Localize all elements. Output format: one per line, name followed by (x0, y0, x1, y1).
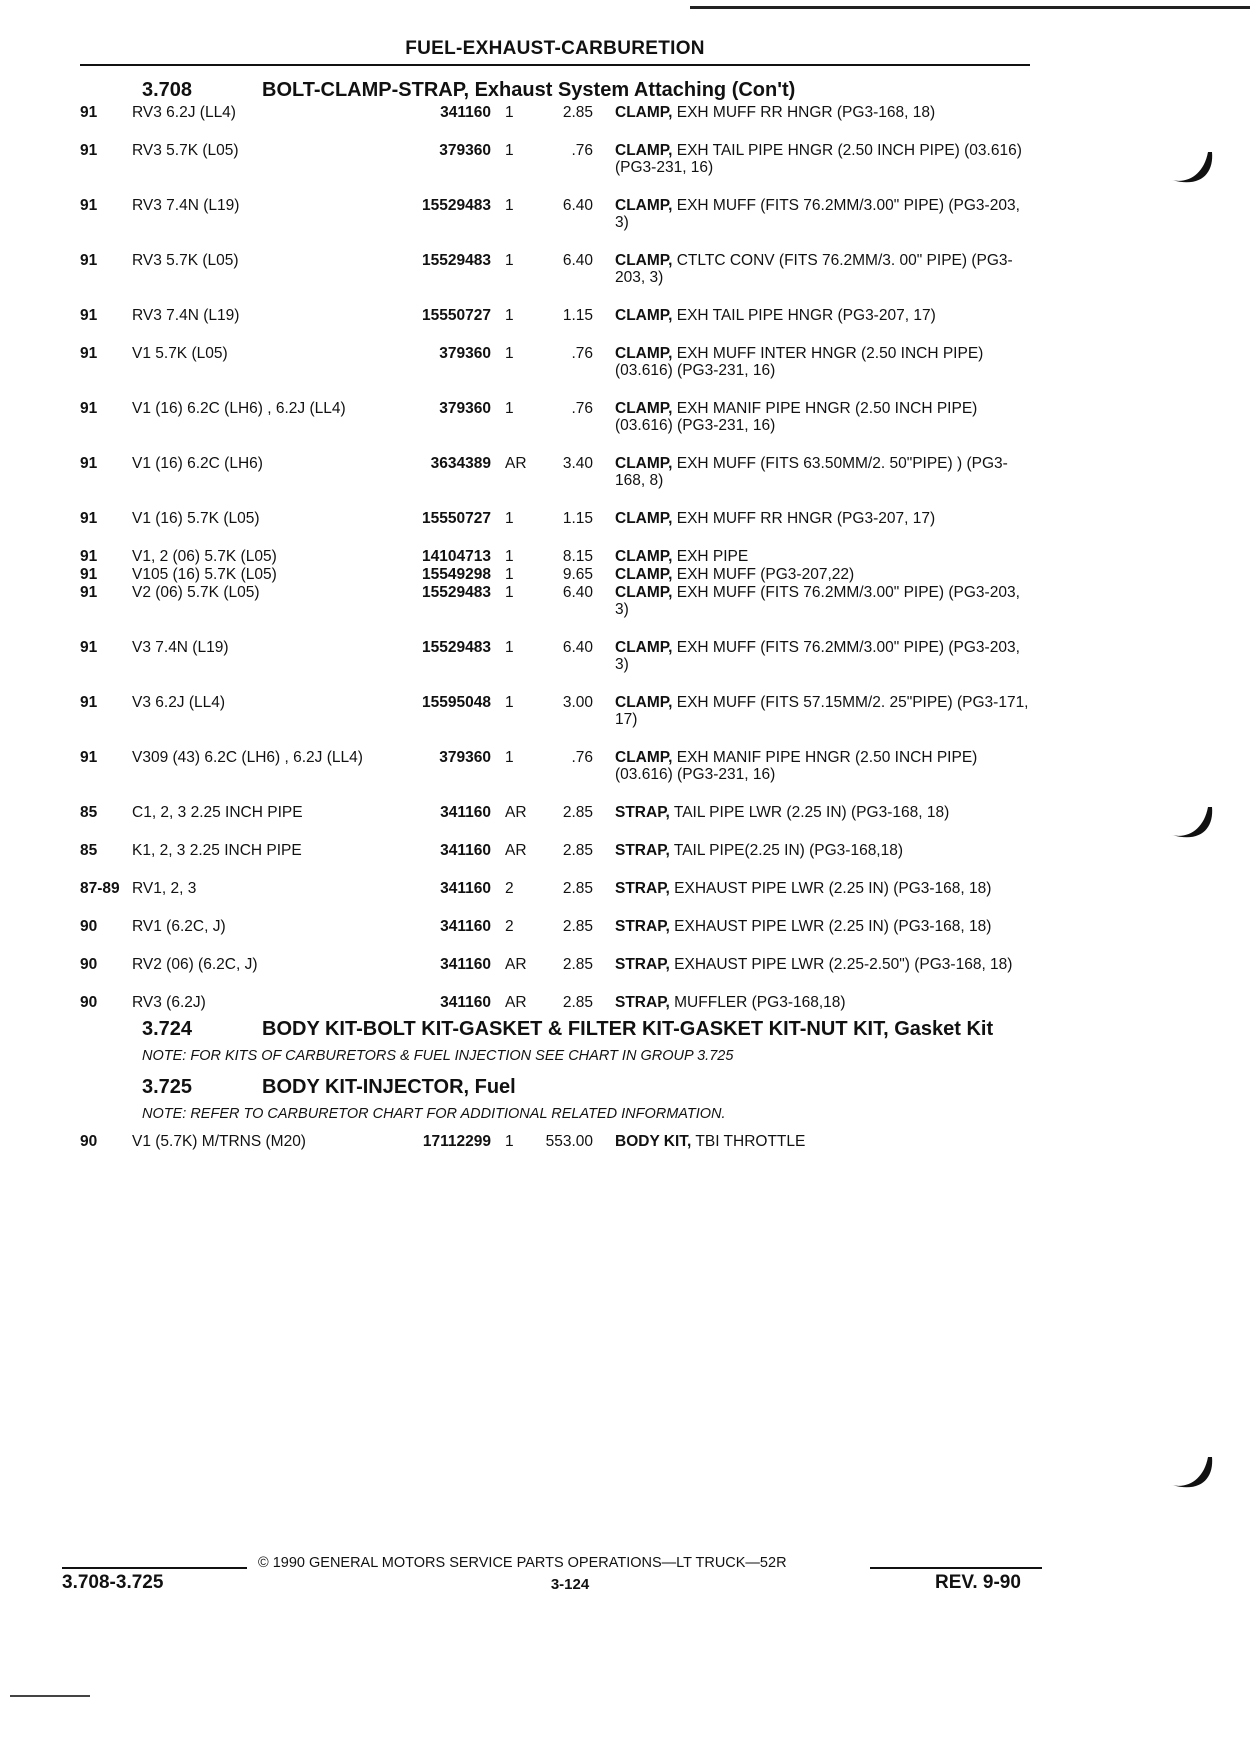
footer-revision: REV. 9-90 (935, 1572, 1021, 1593)
spacer (593, 956, 615, 973)
model-cell: V1 (16) 5.7K (L05) (132, 510, 260, 527)
price-cell: 2.85 (562, 880, 593, 897)
description-cell (615, 252, 1030, 286)
part-number-cell: 15595048 (422, 694, 491, 711)
item-description: EXH MANIF PIPE HNGR (2.50 INCH PIPE) (03.616) (PG3-231, 16) (615, 749, 978, 783)
table-row (80, 880, 1030, 897)
section-title: BOLT-CLAMP-STRAP, Exhaust System Attaching (Con't) (262, 79, 796, 101)
price-cell: 6.40 (562, 252, 593, 269)
model-cell: V105 (16) 5.7K (L05) (132, 566, 277, 583)
item-name: CLAMP, (615, 197, 673, 214)
footer-rule-left (62, 1567, 247, 1569)
item-description: TAIL PIPE(2.25 IN) (PG3-168,18) (669, 842, 904, 859)
year-cell: 91 (80, 400, 98, 417)
year-cell: 91 (80, 584, 98, 601)
description-cell (615, 994, 1030, 1011)
section-note: NOTE: FOR KITS OF CARBURETORS & FUEL INJECTION SEE CHART IN GROUP 3.725 (142, 1048, 734, 1064)
year-cell: 87-89 (80, 880, 120, 897)
quantity-cell: 1 (505, 345, 514, 362)
item-description: EXH MUFF (FITS 76.2MM/3.00" PIPE) (PG3-203, 3) (615, 639, 1020, 673)
item-name: CLAMP, (615, 639, 673, 656)
model-cell: RV3 (6.2J) (132, 994, 206, 1011)
item-name: CLAMP, (615, 566, 673, 583)
section-note: NOTE: REFER TO CARBURETOR CHART FOR ADDITIONAL RELATED INFORMATION. (142, 1106, 726, 1122)
table-row (80, 804, 1030, 821)
item-name: STRAP, (615, 880, 670, 897)
spacer (593, 749, 615, 783)
item-description: EXH MUFF (FITS 63.50MM/2. 50"PIPE) ) (PG3-168, 8) (615, 455, 1008, 489)
section-title: BODY KIT-INJECTOR, Fuel (262, 1076, 516, 1098)
item-name: CLAMP, (615, 694, 673, 711)
description-cell (615, 345, 1030, 379)
part-number-cell: 14104713 (422, 548, 491, 565)
quantity-cell: 1 (505, 252, 514, 269)
parts-catalog-body (80, 78, 1030, 1151)
price-cell: 3.40 (562, 455, 593, 472)
table-row (80, 694, 1030, 728)
model-cell: V1, 2 (06) 5.7K (L05) (132, 548, 277, 565)
section-number: 3.708 (142, 79, 193, 101)
quantity-cell: 1 (505, 1133, 514, 1150)
item-name: CLAMP, (615, 307, 673, 324)
spacer (593, 142, 615, 176)
description-cell (615, 842, 1030, 859)
part-number-cell: 15529483 (422, 584, 491, 601)
section-heading (142, 1075, 1030, 1099)
price-cell: 1.15 (562, 510, 593, 527)
part-number-cell: 341160 (440, 918, 491, 935)
price-cell: 2.85 (562, 104, 593, 121)
spacer (593, 197, 615, 231)
table-row (80, 307, 1030, 324)
quantity-cell: 1 (505, 749, 514, 766)
model-cell: RV3 5.7K (L05) (132, 142, 239, 159)
item-name: CLAMP, (615, 455, 673, 472)
spacer (593, 510, 615, 527)
spacer (593, 252, 615, 286)
spacer (593, 548, 615, 565)
year-cell: 91 (80, 749, 98, 766)
item-description: EXH MUFF (FITS 76.2MM/3.00" PIPE) (PG3-203, 3) (615, 197, 1020, 231)
model-cell: RV1 (6.2C, J) (132, 918, 226, 935)
spacer (593, 455, 615, 489)
price-cell: 6.40 (562, 584, 593, 601)
table-row (80, 142, 1030, 176)
part-number-cell: 17112299 (422, 1133, 491, 1150)
item-name: STRAP, (615, 994, 670, 1011)
item-description: EXH MUFF INTER HNGR (2.50 INCH PIPE) (03.616) (PG3-231, 16) (615, 345, 984, 379)
part-number-cell: 15549298 (422, 566, 491, 583)
model-cell: V3 7.4N (L19) (132, 639, 229, 656)
item-description: EXH MUFF (FITS 76.2MM/3.00" PIPE) (PG3-203, 3) (615, 584, 1020, 618)
spacer (593, 1133, 615, 1150)
model-cell: RV1, 2, 3 (132, 880, 197, 897)
spacer (593, 880, 615, 897)
item-description: EXH PIPE (672, 548, 749, 565)
year-cell: 91 (80, 548, 98, 565)
footer-rule-right (870, 1567, 1042, 1569)
section-title: BODY KIT-BOLT KIT-GASKET & FILTER KIT-GASKET KIT-NUT KIT, Gasket Kit (262, 1018, 994, 1040)
year-cell: 91 (80, 307, 98, 324)
model-cell: RV3 7.4N (L19) (132, 197, 240, 214)
description-cell (615, 307, 1030, 324)
price-cell: 9.65 (562, 566, 593, 583)
year-cell: 91 (80, 142, 98, 159)
spacer (593, 307, 615, 324)
price-cell: .76 (571, 142, 593, 159)
footer-page-number: 3-124 (550, 1576, 590, 1593)
table-row (80, 842, 1030, 859)
year-cell: 90 (80, 994, 98, 1011)
part-number-cell: 341160 (440, 104, 491, 121)
model-cell: RV2 (06) (6.2C, J) (132, 956, 258, 973)
item-name: CLAMP, (615, 510, 673, 527)
quantity-cell: 1 (505, 307, 514, 324)
quantity-cell: 1 (505, 400, 514, 417)
part-number-cell: 379360 (439, 345, 491, 362)
year-cell: 90 (80, 956, 98, 973)
item-name: STRAP, (615, 842, 670, 859)
quantity-cell: AR (505, 842, 527, 859)
spacer (593, 566, 615, 583)
table-row (80, 455, 1030, 489)
part-number-cell: 15529483 (422, 197, 491, 214)
quantity-cell: 1 (505, 639, 514, 656)
item-description: MUFFLER (PG3-168,18) (669, 994, 846, 1011)
price-cell: 3.00 (562, 694, 593, 711)
item-name: CLAMP, (615, 548, 673, 565)
quantity-cell: 1 (505, 694, 514, 711)
quantity-cell: AR (505, 994, 527, 1011)
section-heading (142, 78, 1030, 102)
description-cell (615, 548, 1030, 565)
part-number-cell: 15529483 (422, 252, 491, 269)
item-name: CLAMP, (615, 584, 673, 601)
item-name: STRAP, (615, 918, 670, 935)
spacer (593, 694, 615, 728)
model-cell: V1 (16) 6.2C (LH6) , 6.2J (LL4) (132, 400, 346, 417)
item-description: EXH MANIF PIPE HNGR (2.50 INCH PIPE) (03.616) (PG3-231, 16) (615, 400, 978, 434)
table-row (80, 566, 1030, 583)
scan-artifact (10, 1695, 90, 1697)
model-cell: RV3 7.4N (L19) (132, 307, 240, 324)
spacer (593, 584, 615, 618)
description-cell (615, 880, 1030, 897)
price-cell: 2.85 (562, 956, 593, 973)
spacer (593, 400, 615, 434)
item-name: BODY KIT, (615, 1133, 692, 1150)
price-cell: 2.85 (562, 918, 593, 935)
table-row (80, 197, 1030, 231)
price-cell: 2.85 (562, 994, 593, 1011)
table-row (80, 548, 1030, 565)
part-number-cell: 3634389 (430, 455, 491, 472)
price-cell: .76 (571, 345, 593, 362)
item-description: EXHAUST PIPE LWR (2.25-2.50") (PG3-168, 18) (669, 956, 1013, 973)
model-cell: V2 (06) 5.7K (L05) (132, 584, 260, 601)
price-cell: .76 (571, 400, 593, 417)
description-cell (615, 694, 1030, 728)
item-description: TAIL PIPE LWR (2.25 IN) (PG3-168, 18) (669, 804, 950, 821)
table-row (80, 252, 1030, 286)
table-row (80, 584, 1030, 618)
part-number-cell: 379360 (439, 400, 491, 417)
part-number-cell: 341160 (440, 956, 491, 973)
item-name: STRAP, (615, 804, 670, 821)
description-cell (615, 584, 1030, 618)
price-cell: 8.15 (562, 548, 593, 565)
model-cell: RV3 5.7K (L05) (132, 252, 239, 269)
year-cell: 90 (80, 1133, 98, 1150)
header-rule (80, 64, 1030, 66)
scan-edge-line (690, 6, 1250, 9)
item-name: CLAMP, (615, 749, 673, 766)
item-description: EXH MUFF (FITS 57.15MM/2. 25"PIPE) (PG3-171, 17) (615, 694, 1029, 728)
price-cell: 2.85 (562, 804, 593, 821)
part-number-cell: 341160 (440, 804, 491, 821)
part-number-cell: 15550727 (422, 307, 491, 324)
model-cell: V1 (16) 6.2C (LH6) (132, 455, 263, 472)
item-description: EXHAUST PIPE LWR (2.25 IN) (PG3-168, 18) (669, 880, 992, 897)
part-number-cell: 15529483 (422, 639, 491, 656)
item-name: CLAMP, (615, 252, 673, 269)
year-cell: 91 (80, 694, 98, 711)
description-cell (615, 639, 1030, 673)
description-cell (615, 956, 1030, 973)
table-row (80, 639, 1030, 673)
item-description: CTLTC CONV (FITS 76.2MM/3. 00" PIPE) (PG3-203, 3) (615, 252, 1013, 286)
price-cell: 553.00 (545, 1133, 593, 1150)
model-cell: RV3 6.2J (LL4) (132, 104, 236, 121)
price-cell: 1.15 (562, 307, 593, 324)
model-cell: K1, 2, 3 2.25 INCH PIPE (132, 842, 302, 859)
part-number-cell: 379360 (439, 749, 491, 766)
spacer (593, 639, 615, 673)
year-cell: 91 (80, 455, 98, 472)
table-row (80, 510, 1030, 527)
model-cell: C1, 2, 3 2.25 INCH PIPE (132, 804, 303, 821)
table-row (80, 345, 1030, 379)
price-cell: .76 (571, 749, 593, 766)
spacer (593, 918, 615, 935)
year-cell: 91 (80, 104, 98, 121)
item-description: TBI THROTTLE (691, 1133, 806, 1150)
quantity-cell: 1 (505, 566, 514, 583)
description-cell (615, 804, 1030, 821)
spacer (593, 804, 615, 821)
item-name: CLAMP, (615, 104, 673, 121)
year-cell: 91 (80, 566, 98, 583)
binder-hole-icon (1168, 1455, 1216, 1497)
quantity-cell: 2 (505, 918, 514, 935)
quantity-cell: 1 (505, 548, 514, 565)
spacer (593, 104, 615, 121)
section-number: 3.724 (142, 1018, 193, 1040)
year-cell: 91 (80, 639, 98, 656)
item-description: EXH TAIL PIPE HNGR (2.50 INCH PIPE) (03.616) (PG3-231, 16) (615, 142, 1022, 176)
quantity-cell: 1 (505, 104, 514, 121)
table-row (80, 749, 1030, 783)
year-cell: 91 (80, 197, 98, 214)
description-cell (615, 400, 1030, 434)
price-cell: 6.40 (562, 197, 593, 214)
quantity-cell: 2 (505, 880, 514, 897)
table-row (80, 994, 1030, 1011)
year-cell: 91 (80, 345, 98, 362)
quantity-cell: 1 (505, 510, 514, 527)
model-cell: V309 (43) 6.2C (LH6) , 6.2J (LL4) (132, 749, 363, 766)
binder-hole-icon (1168, 805, 1216, 847)
binder-hole-icon (1168, 150, 1216, 192)
model-cell: V3 6.2J (LL4) (132, 694, 226, 711)
item-description: EXHAUST PIPE LWR (2.25 IN) (PG3-168, 18) (669, 918, 992, 935)
footer-copyright: © 1990 GENERAL MOTORS SERVICE PARTS OPERATIONS—LT TRUCK—52R (258, 1555, 787, 1571)
quantity-cell: AR (505, 804, 527, 821)
year-cell: 85 (80, 804, 98, 821)
table-row (80, 400, 1030, 434)
description-cell (615, 1133, 1030, 1150)
model-cell: V1 (5.7K) M/TRNS (M20) (132, 1133, 306, 1150)
quantity-cell: 1 (505, 584, 514, 601)
year-cell: 90 (80, 918, 98, 935)
description-cell (615, 455, 1030, 489)
part-number-cell: 341160 (440, 994, 491, 1011)
description-cell (615, 918, 1030, 935)
spacer (593, 345, 615, 379)
part-number-cell: 379360 (439, 142, 491, 159)
description-cell (615, 142, 1030, 176)
description-cell (615, 104, 1030, 121)
item-description: EXH TAIL PIPE HNGR (PG3-207, 17) (672, 307, 936, 324)
section-number: 3.725 (142, 1076, 193, 1098)
table-row (80, 918, 1030, 935)
section-heading (142, 1017, 1030, 1041)
footer-section-range: 3.708-3.725 (62, 1572, 164, 1593)
table-row (80, 1133, 1030, 1150)
description-cell (615, 510, 1030, 527)
description-cell (615, 197, 1030, 231)
quantity-cell: AR (505, 455, 527, 472)
item-name: CLAMP, (615, 345, 673, 362)
description-cell (615, 749, 1030, 783)
price-cell: 2.85 (562, 842, 593, 859)
spacer (593, 994, 615, 1011)
item-description: EXH MUFF (PG3-207,22) (672, 566, 855, 583)
description-cell (615, 566, 1030, 583)
spacer (593, 842, 615, 859)
part-number-cell: 15550727 (422, 510, 491, 527)
model-cell: V1 5.7K (L05) (132, 345, 228, 362)
item-description: EXH MUFF RR HNGR (PG3-207, 17) (672, 510, 936, 527)
table-row (80, 104, 1030, 121)
quantity-cell: 1 (505, 197, 514, 214)
quantity-cell: 1 (505, 142, 514, 159)
year-cell: 85 (80, 842, 98, 859)
part-number-cell: 341160 (440, 880, 491, 897)
item-description: EXH MUFF RR HNGR (PG3-168, 18) (672, 104, 936, 121)
table-row (80, 956, 1030, 973)
year-cell: 91 (80, 510, 98, 527)
item-name: CLAMP, (615, 400, 673, 417)
quantity-cell: AR (505, 956, 527, 973)
item-name: STRAP, (615, 956, 670, 973)
item-name: CLAMP, (615, 142, 673, 159)
part-number-cell: 341160 (440, 842, 491, 859)
page-title: FUEL-EXHAUST-CARBURETION (405, 38, 705, 59)
year-cell: 91 (80, 252, 98, 269)
price-cell: 6.40 (562, 639, 593, 656)
